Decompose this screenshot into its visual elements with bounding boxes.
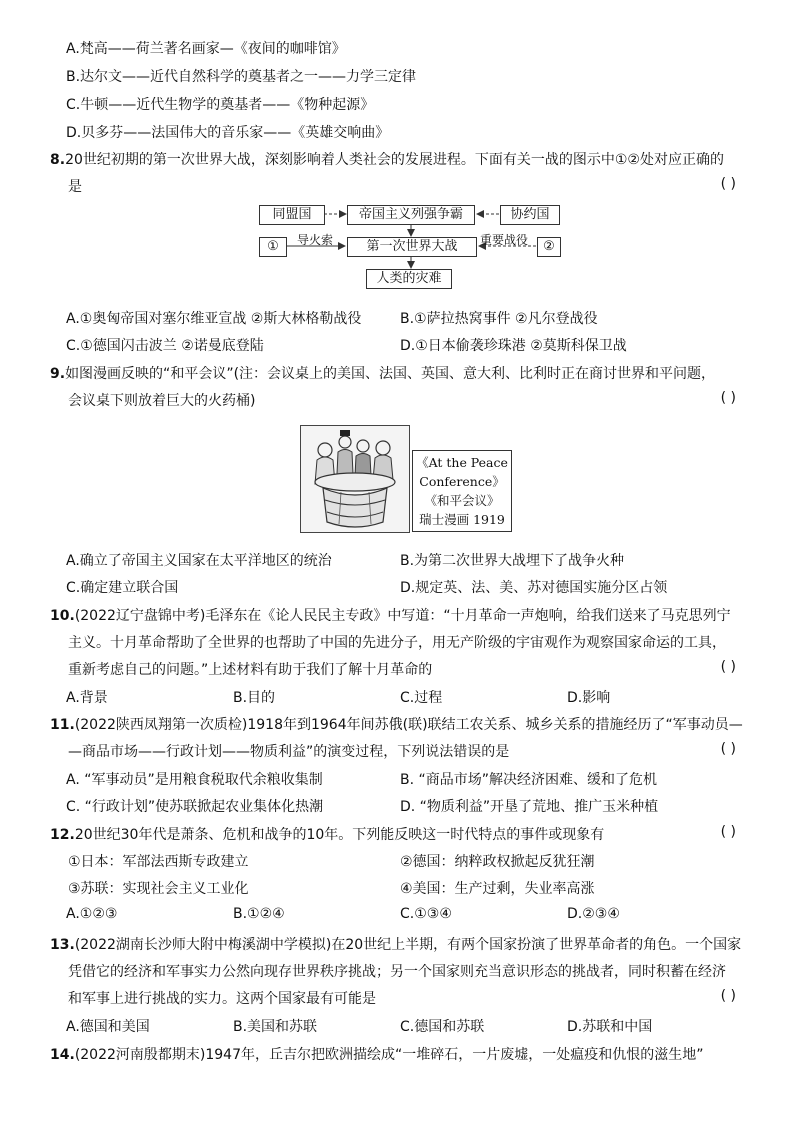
q12-item-1: ①日本：军部法西斯专政建立: [68, 854, 249, 870]
q14-number: 14.: [50, 1047, 75, 1063]
q13-option-d: D.苏联和中国: [567, 1019, 653, 1035]
box-imperial-rivalry: 帝国主义列强争霸: [347, 205, 475, 225]
q8-answer-paren: ( ): [720, 176, 736, 192]
q10-stem-line3: 重新考虑自己的问题。”上述材料有助于我们了解十月革命的: [68, 662, 433, 678]
q12-option-b: B.①②④: [233, 906, 285, 922]
q13-option-c: C.德国和苏联: [400, 1019, 485, 1035]
q12-item-4: ④美国：生产过剩，失业率高涨: [400, 881, 595, 897]
q8-stem-line2: 是: [68, 179, 82, 195]
q10-option-a: A.背景: [66, 690, 108, 706]
q10-option-d: D.影响: [567, 690, 611, 706]
q10-option-c: C.过程: [400, 690, 443, 706]
box-ww1: 第一次世界大战: [347, 237, 477, 257]
peace-conference-cartoon: [300, 425, 410, 533]
q12-stem-line1: [50, 824, 604, 844]
q8-text: 20世纪初期的第一次世界大战，深刻影响着人类社会的发展进程。下面有关一战的图示中①②处对应正确的: [65, 152, 724, 168]
q7-option-d: D.贝多芬——法国伟大的音乐家——《英雄交响曲》: [66, 125, 390, 141]
q9-option-a: A.确立了帝国主义国家在太平洋地区的统治: [66, 553, 332, 569]
q8-number: 8.: [50, 152, 66, 168]
q13-stem-line3: 和军事上进行挑战的实力。这两个国家最有可能是: [68, 991, 376, 1007]
q10-option-b: B.目的: [233, 690, 276, 706]
q13-option-a: A.德国和美国: [66, 1019, 150, 1035]
q13-stem-line1: [50, 934, 741, 954]
q9-answer-paren: ( ): [720, 390, 736, 406]
q11-text: (2022陕西凤翔第一次质检)1918年到1964年间苏俄(联)联结工农关系、城乡关系的措施经历了“军事动员—: [74, 717, 743, 733]
q8-option-c: C.①德国闪击波兰 ②诺曼底登陆: [66, 338, 264, 354]
q11-stem-line2: —商品市场——行政计划——物质利益”的演变过程，下列说法错误的是: [68, 744, 510, 760]
label-fuse: 导火索: [297, 233, 334, 247]
q10-number: 10.: [50, 608, 75, 624]
q10-stem-line2: 主义。十月革命帮助了全世界的也帮助了中国的先进分子，用无产阶级的宇宙观作为观察国家命运的工具，: [68, 635, 726, 651]
box-blank-1: ①: [259, 237, 287, 257]
q12-option-c: C.①③④: [400, 906, 452, 922]
q12-text: 20世纪30年代是萧条、危机和战争的10年。下列能反映这一时代特点的事件或现象有: [74, 827, 605, 843]
q9-text: 如图漫画反映的“和平会议”(注：会议桌上的美国、法国、英国、意大利、比利时正在商讨世界和平问题，: [65, 366, 716, 382]
q13-stem-line2: 凭借它的经济和军事实力公然向现存世界秩序挑战；另一个国家则充当意识形态的挑战者，同时积蓄在经济: [68, 964, 726, 980]
caption-line-3: 《和平会议》: [424, 493, 500, 508]
q9-stem-line2: 会议桌下则放着巨大的火药桶): [68, 393, 256, 409]
q12-item-2: ②德国：纳粹政权掀起反犹狂潮: [400, 854, 595, 870]
q11-number: 11.: [50, 717, 75, 733]
q14-text: (2022河南殷都期末)1947年，丘吉尔把欧洲描绘成“一堆碎石，一片废墟，一处瘟疫和仇恨的滋生地”: [74, 1047, 704, 1063]
box-disaster: 人类的灾难: [366, 269, 452, 289]
label-major-battles: 重要战役: [480, 233, 529, 247]
q12-number: 12.: [50, 827, 75, 843]
q12-option-a: A.①②③: [66, 906, 118, 922]
q8-option-d: D.①日本偷袭珍珠港 ②莫斯科保卫战: [400, 338, 627, 354]
q10-stem-line1: [50, 605, 731, 625]
q12-answer-paren: ( ): [720, 824, 736, 840]
cartoon-drawing: [301, 426, 409, 532]
q11-stem-line1: [50, 714, 743, 734]
box-blank-2: ②: [537, 237, 561, 257]
q7-option-a: A.梵高——荷兰著名画家—《夜间的咖啡馆》: [66, 41, 346, 57]
q9-number: 9.: [50, 366, 66, 382]
q8-option-a: A.①奥匈帝国对塞尔维亚宣战 ②斯大林格勒战役: [66, 311, 362, 327]
q11-option-d: D. “物质利益”开垦了荒地、推广玉米种植: [400, 799, 659, 815]
q10-text: (2022辽宁盘锦中考)毛泽东在《论人民民主专政》中写道：“十月革命一声炮响，给我们送来了马克思列宁: [74, 608, 731, 624]
q11-option-a: A. “军事动员”是用粮食税取代余粮收集制: [66, 772, 323, 788]
q9-option-b: B.为第二次世界大战埋下了战争火种: [400, 553, 625, 569]
q10-answer-paren: ( ): [720, 659, 736, 675]
caption-line-2: Conference》: [419, 474, 505, 489]
cartoon-caption: [412, 450, 512, 532]
q11-option-b: B. “商品市场”解决经济困难、缓和了危机: [400, 772, 658, 788]
q11-answer-paren: ( ): [720, 741, 736, 757]
caption-line-4: 瑞士漫画 1919: [419, 512, 505, 527]
q9-option-c: C.确定建立联合国: [66, 580, 179, 596]
q12-option-d: D.②③④: [567, 906, 620, 922]
q7-option-c: C.牛顿——近代生物学的奠基者——《物种起源》: [66, 97, 375, 113]
q11-option-c: C. “行政计划”使苏联掀起农业集体化热潮: [66, 799, 324, 815]
q13-answer-paren: ( ): [720, 988, 736, 1004]
box-entente: 协约国: [500, 205, 560, 225]
q12-item-3: ③苏联：实现社会主义工业化: [68, 881, 249, 897]
q8-option-b: B.①萨拉热窝事件 ②凡尔登战役: [400, 311, 598, 327]
q9-stem-line1: [50, 363, 715, 383]
box-alliance: 同盟国: [259, 205, 325, 225]
q9-option-d: D.规定英、法、美、苏对德国实施分区占领: [400, 580, 668, 596]
q13-option-b: B.美国和苏联: [233, 1019, 318, 1035]
q14-stem-line1: [50, 1044, 704, 1064]
q13-number: 13.: [50, 937, 75, 953]
q7-option-b: B.达尔文——近代自然科学的奠基者之一——力学三定律: [66, 69, 417, 85]
q13-text: (2022湖南长沙师大附中梅溪湖中学模拟)在20世纪上半期，有两个国家扮演了世界革命者的角色。一个国家: [74, 937, 742, 953]
caption-line-1: 《At the Peace: [416, 455, 508, 470]
